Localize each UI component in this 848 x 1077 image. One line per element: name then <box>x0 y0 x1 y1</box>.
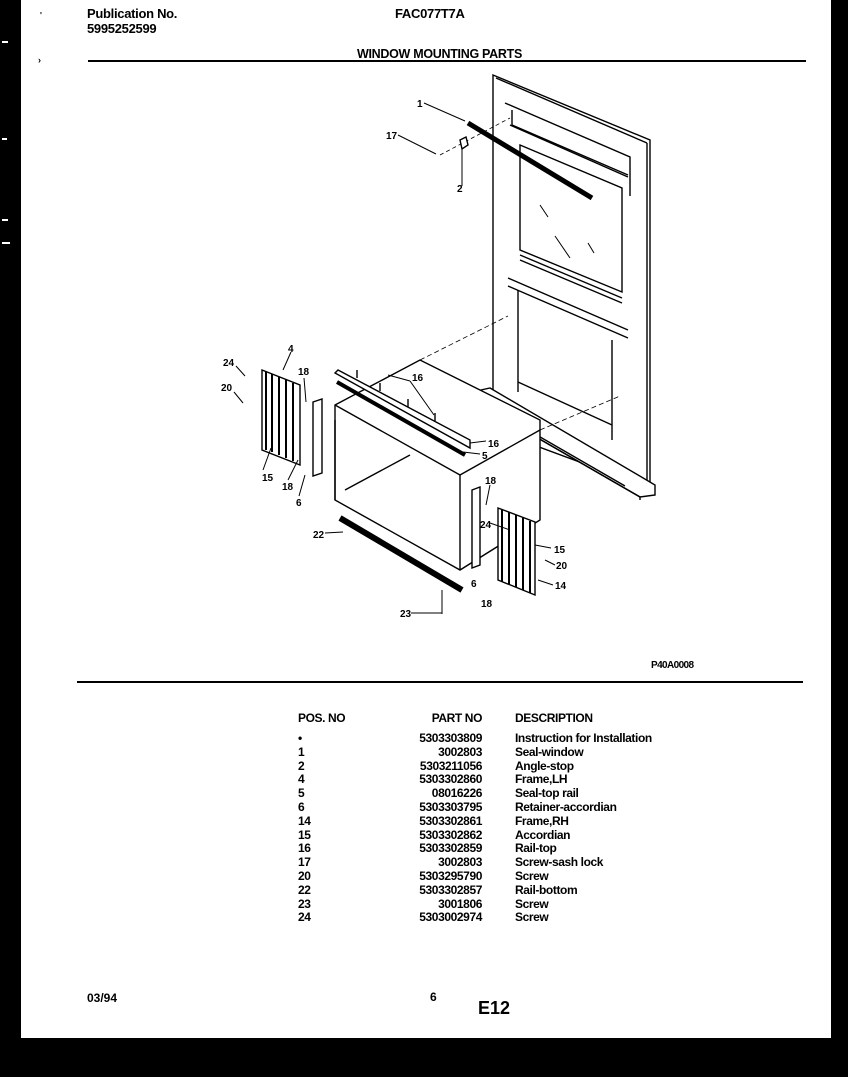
part-no: 5303295790 <box>419 868 482 883</box>
table-row <box>298 898 652 912</box>
diagram-reference-code: P40A0008 <box>651 660 694 671</box>
pos-no: 20 <box>298 868 311 883</box>
table-row <box>298 870 652 884</box>
table-row <box>298 773 652 787</box>
table-header-row <box>298 711 652 732</box>
pos-no: 5 <box>298 786 305 801</box>
description: Accordian <box>515 827 571 842</box>
table-row <box>298 829 652 843</box>
table-row <box>298 787 652 801</box>
pos-no: 14 <box>298 813 311 828</box>
pos-no: 24 <box>298 910 311 925</box>
svg-text:5: 5 <box>482 451 488 462</box>
part-no: 08016226 <box>431 786 482 801</box>
column-header-pos-no: POS. NO <box>298 711 346 725</box>
scan-border-bottom <box>0 1038 848 1077</box>
table-row <box>298 732 652 746</box>
pos-no: 22 <box>298 882 311 897</box>
pos-no: 15 <box>298 827 311 842</box>
part-no: 5303302859 <box>419 841 482 856</box>
description: Screw <box>515 868 549 883</box>
svg-text:18: 18 <box>485 476 497 487</box>
description: Retainer-accordian <box>515 799 617 814</box>
part-no: 3002803 <box>438 855 482 870</box>
svg-text:22: 22 <box>313 530 325 541</box>
svg-text:16: 16 <box>412 373 424 384</box>
svg-text:24: 24 <box>480 520 492 531</box>
table-row <box>298 856 652 870</box>
svg-text:6: 6 <box>471 579 477 590</box>
svg-text:20: 20 <box>221 383 233 394</box>
description: Angle-stop <box>515 758 574 773</box>
svg-text:6: 6 <box>296 498 302 509</box>
part-no: 5303303795 <box>419 799 482 814</box>
svg-text:17: 17 <box>386 131 398 142</box>
description: Instruction for Installation <box>515 731 652 745</box>
scan-speck: ' <box>40 11 42 20</box>
description: Rail-top <box>515 841 557 856</box>
description: Screw <box>515 896 549 911</box>
diagram-rule <box>77 681 803 683</box>
description: Rail-bottom <box>515 882 578 897</box>
pos-no: 17 <box>298 855 311 870</box>
svg-text:1: 1 <box>417 99 423 110</box>
part-no: 5303002974 <box>419 910 482 925</box>
table-row <box>298 911 652 925</box>
svg-text:4: 4 <box>288 344 294 355</box>
pos-no: 6 <box>298 799 305 814</box>
section-title: WINDOW MOUNTING PARTS <box>357 47 522 61</box>
description: Screw-sash lock <box>515 855 604 870</box>
table-row <box>298 815 652 829</box>
table-row <box>298 746 652 760</box>
svg-text:23: 23 <box>400 609 412 620</box>
pos-no: 16 <box>298 841 311 856</box>
svg-text:15: 15 <box>554 545 566 556</box>
description: Frame,RH <box>515 813 569 828</box>
description: Screw <box>515 910 549 925</box>
column-header-part-no: PART NO <box>431 711 482 725</box>
pos-no: 2 <box>298 758 305 773</box>
part-no: 3001806 <box>438 896 482 911</box>
part-no: 5303302860 <box>419 772 482 787</box>
pos-no: 4 <box>298 772 305 787</box>
column-header-description: DESCRIPTION <box>515 711 593 725</box>
parts-table <box>298 711 652 925</box>
svg-text:24: 24 <box>223 358 235 369</box>
part-no: 5303303809 <box>419 731 482 745</box>
svg-text:18: 18 <box>282 482 294 493</box>
svg-text:2: 2 <box>457 184 463 195</box>
table-row <box>298 801 652 815</box>
description: Seal-top rail <box>515 786 579 801</box>
pos-no: 23 <box>298 896 311 911</box>
part-no: 5303302857 <box>419 882 482 897</box>
svg-text:14: 14 <box>555 581 567 592</box>
part-no: 3002803 <box>438 744 482 759</box>
footer-page-number: 6 <box>430 990 437 1004</box>
svg-text:16: 16 <box>488 439 500 450</box>
table-row <box>298 842 652 856</box>
svg-text:18: 18 <box>298 367 310 378</box>
publication-label: Publication No. <box>87 6 178 21</box>
footer-date: 03/94 <box>87 991 118 1005</box>
publication-number: 5995252599 <box>87 21 157 36</box>
pos-no: • <box>298 731 302 745</box>
scan-speck: › <box>38 55 41 65</box>
parts-list <box>298 711 652 925</box>
svg-text:18: 18 <box>481 599 493 610</box>
description: Seal-window <box>515 744 584 759</box>
part-no: 5303302862 <box>419 827 482 842</box>
svg-text:20: 20 <box>556 561 568 572</box>
model-number: FAC077T7A <box>395 6 465 21</box>
table-row <box>298 760 652 774</box>
svg-text:15: 15 <box>262 473 274 484</box>
table-row <box>298 884 652 898</box>
footer-section-code: E12 <box>478 998 511 1018</box>
part-no: 5303211056 <box>419 758 482 773</box>
description: Frame,LH <box>515 772 568 787</box>
pos-no: 1 <box>298 744 305 759</box>
part-no: 5303302861 <box>419 813 482 828</box>
